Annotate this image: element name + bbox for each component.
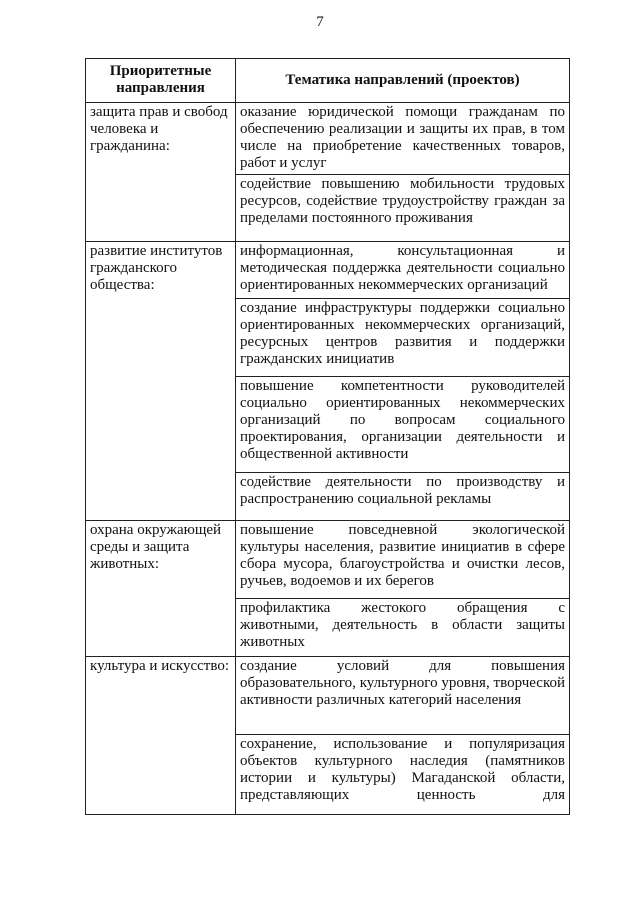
- table-header-row: [86, 59, 570, 103]
- topic-cell: повышение повседневной экологической культуры населения, развитие инициатив в сфере сбора мусора, благоустройства и очистки лесов, ручьев, водоемов и их берегов: [236, 521, 570, 599]
- topic-cell: содействие деятельности по производству и распространению социальной рекламы: [236, 473, 570, 521]
- topic-cell: создание условий для повышения образовательного, культурного уровня, творческой активности различных категорий населения: [236, 657, 570, 735]
- page-number: 7: [316, 14, 324, 30]
- header-topics: Тематика направлений (проектов): [236, 59, 570, 103]
- table-row: [86, 242, 570, 299]
- category-cell: культура и искусство:: [86, 657, 236, 815]
- topic-cell: информационная, консультационная и методическая поддержка деятельности социально ориентированных некоммерческих организаций: [236, 242, 570, 299]
- category-cell: развитие институтов гражданского общества:: [86, 242, 236, 521]
- topic-cell: сохранение, использование и популяризация объектов культурного наследия (памятников истории и культуры) Магаданской области, представляющих ценность для: [236, 735, 570, 815]
- topic-cell: повышение компетентности руководителей социально ориентированных некоммерческих организаций по вопросам социального проектирования, организации деятельности и общественной активности: [236, 377, 570, 473]
- category-cell: охрана окружающей среды и защита животных:: [86, 521, 236, 657]
- topic-cell: создание инфраструктуры поддержки социально ориентированных некоммерческих организаций, ресурсных центров развития и поддержки гражданских инициатив: [236, 299, 570, 377]
- topic-cell: профилактика жестокого обращения с животными, деятельность в области защиты животных: [236, 599, 570, 657]
- topic-cell: оказание юридической помощи гражданам по обеспечению реализации и защиты их прав, в том числе на приобретение качественных товаров, работ и услуг: [236, 103, 570, 175]
- table-row: [86, 521, 570, 599]
- topic-cell: содействие повышению мобильности трудовых ресурсов, содействие трудоустройству граждан за пределами постоянного проживания: [236, 175, 570, 242]
- table-row: [86, 657, 570, 735]
- category-cell: защита прав и свобод человека и гражданина:: [86, 103, 236, 242]
- priority-directions-table: [85, 58, 570, 815]
- header-priority-directions: Приоритетные направления: [86, 59, 236, 103]
- table-row: [86, 103, 570, 175]
